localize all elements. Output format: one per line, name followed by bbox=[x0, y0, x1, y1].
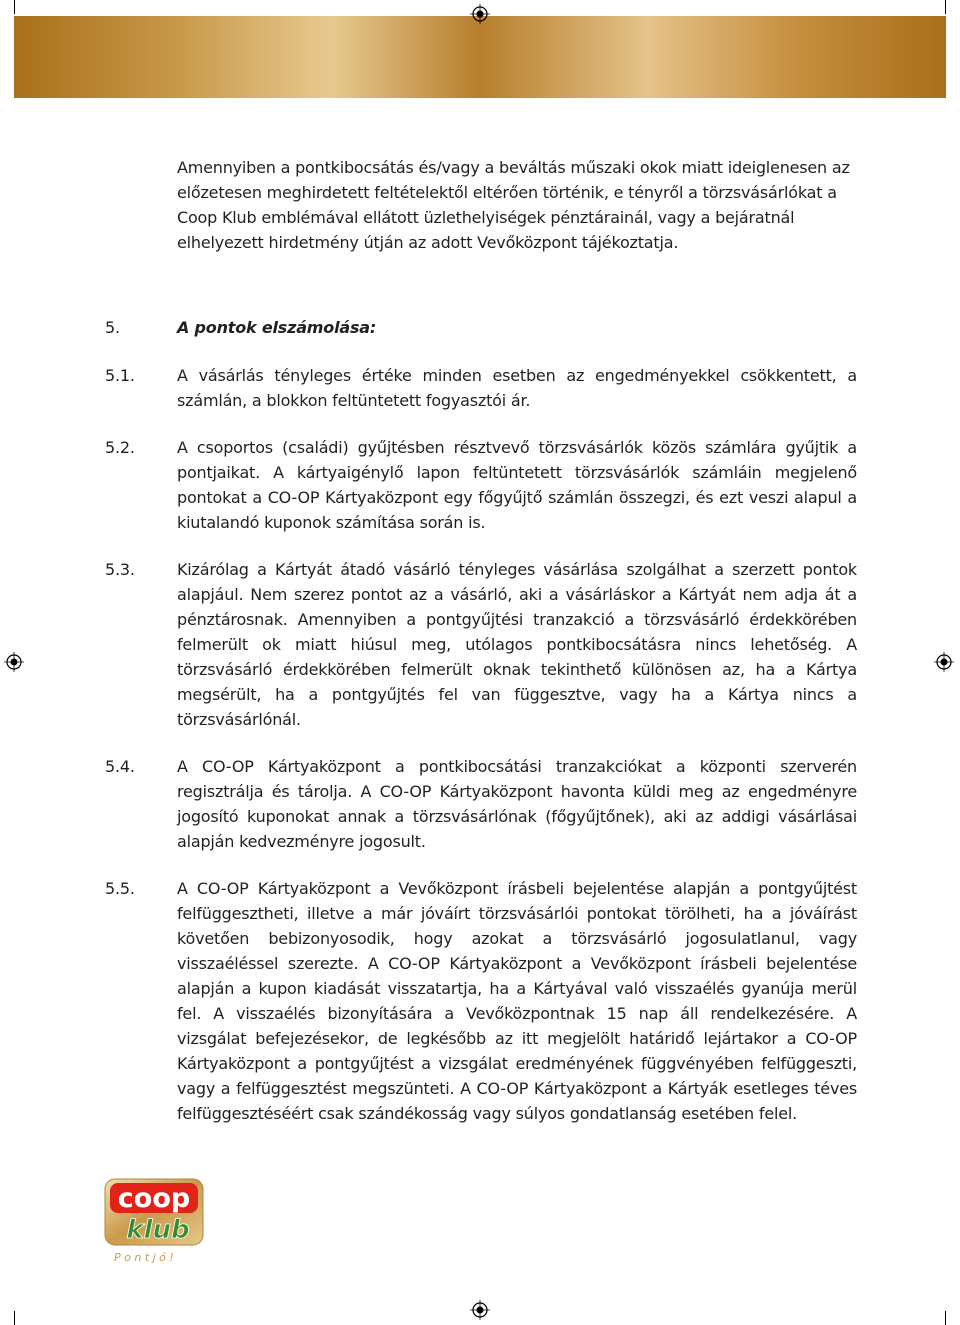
item-text: A csoportos (családi) gyűjtésben résztvevő törzsvásárlók közös számlára gyűjtik a pontjaikat. A kártyaigénylő lapon feltüntetett törzsvásárlók számláin megjelenő pontokat a CO-OP Kártyaközpont egy főgyűjtő számlán összegzi, és ezt veszi alapul a kiutalandó kuponok számítása során is. bbox=[177, 438, 857, 532]
document-body bbox=[105, 155, 857, 1126]
item-number: 5.1. bbox=[105, 366, 135, 385]
list-item bbox=[105, 876, 857, 1126]
item-text: Kizárólag a Kártyát átadó vásárló tényleges vásárlása szolgálhat a szerzett pontok alapjául. Nem szerez pontot az a vásárló, aki a vásárláskor a Kártyát nem adja át a pénztárosnak. Amennyiben a pontgyűjtési tranzakció a törzsvásárló érdekkörében felmerült ok miatt hiúsul meg, utólagos pontkibocsátásra nincs lehetőség. A törzsvásárló érdekkörében felmerült oknak tekinthető különösen az, ha a Kártya megsérült, ha a pontgyűjtés fel van függesztve, vagy ha a Kártya nincs a törzsvásárlónál. bbox=[177, 560, 857, 729]
list-item bbox=[105, 557, 857, 732]
item-number: 5.4. bbox=[105, 757, 135, 776]
registration-mark-top-icon bbox=[470, 4, 490, 24]
crop-line-top-left bbox=[14, 0, 15, 14]
logo-tagline: P o n t j ó ! bbox=[114, 1251, 174, 1264]
logo-word-coop: coop bbox=[117, 1183, 191, 1214]
crop-line-bottom-left bbox=[14, 1311, 15, 1325]
logo-word-klub: klub bbox=[126, 1215, 190, 1245]
item-text: A CO-OP Kártyaközpont a Vevőközpont írásbeli bejelentése alapján a pontgyűjtést felfüggesztheti, illetve a már jóváírt törzsvásárlói pontokat törölheti, ha a jóváírást követően bebizonyosodik, hogy azokat a törzsvásárló jogosulatlanul, vagy visszaéléssel szerezte. A CO-OP Kártyaközpont a Vevőközpont írásbeli bejelentése alapján a kupon kiadását visszatartja, ha a Kártyával való visszaélés gyanúja merül fel. A visszaélés bizonyítására a Vevőközpontnak 15 nap áll rendelkezésére. A vizsgálat befejezésekor, de legkésőbb az itt megjelölt határidő lejártakor a CO-OP Kártyaközpont a pontgyűjtést a vizsgálat eredményének függvényében felfüggeszti, vagy a felfüggesztést megszünteti. A CO-OP Kártyaközpont a Kártyák esetleges téves felfüggesztéséért csak szándékosság vagy súlyos gondatlanság esetében felel. bbox=[177, 879, 857, 1123]
registration-mark-bottom-icon bbox=[470, 1300, 490, 1320]
item-text: A vásárlás tényleges értéke minden esetben az engedményekkel csökkentett, a számlán, a blokkon feltüntetett fogyasztói ár. bbox=[177, 366, 857, 410]
section-title: A pontok elszámolása: bbox=[177, 318, 377, 337]
registration-mark-left-icon bbox=[4, 652, 24, 672]
header-gold-band bbox=[14, 16, 946, 98]
list-item bbox=[105, 435, 857, 535]
list-item bbox=[105, 363, 857, 413]
item-number: 5.5. bbox=[105, 879, 135, 898]
crop-line-bottom-right bbox=[945, 1311, 946, 1325]
list-item bbox=[105, 754, 857, 854]
coop-klub-logo bbox=[104, 1178, 212, 1270]
registration-mark-right-icon bbox=[934, 652, 954, 672]
item-number: 5.2. bbox=[105, 438, 135, 457]
section-heading bbox=[105, 315, 857, 340]
crop-line-top-right bbox=[945, 0, 946, 14]
item-text: A CO-OP Kártyaközpont a pontkibocsátási tranzakciókat a központi szerverén regisztrálja és tárolja. A CO-OP Kártyaközpont havonta küldi meg az engedményre jogosító kuponokat annak a törzsvásárlónak (főgyűjtőnek), aki az addigi vásárlásai alapján kedvezményre jogosult. bbox=[177, 757, 857, 851]
item-number: 5.3. bbox=[105, 560, 135, 579]
section-number: 5. bbox=[105, 318, 120, 337]
intro-paragraph: Amennyiben a pontkibocsátás és/vagy a beváltás műszaki okok miatt ideiglenesen az előzetesen meghirdetett feltételektől eltérően történik, e tényről a törzsvásárlókat a Coop Klub emblémával ellátott üzlethelyiségek pénztárainál, vagy a bejáratnál elhelyezett hirdetmény útján az adott Vevőközpont tájékoztatja. bbox=[177, 158, 850, 252]
